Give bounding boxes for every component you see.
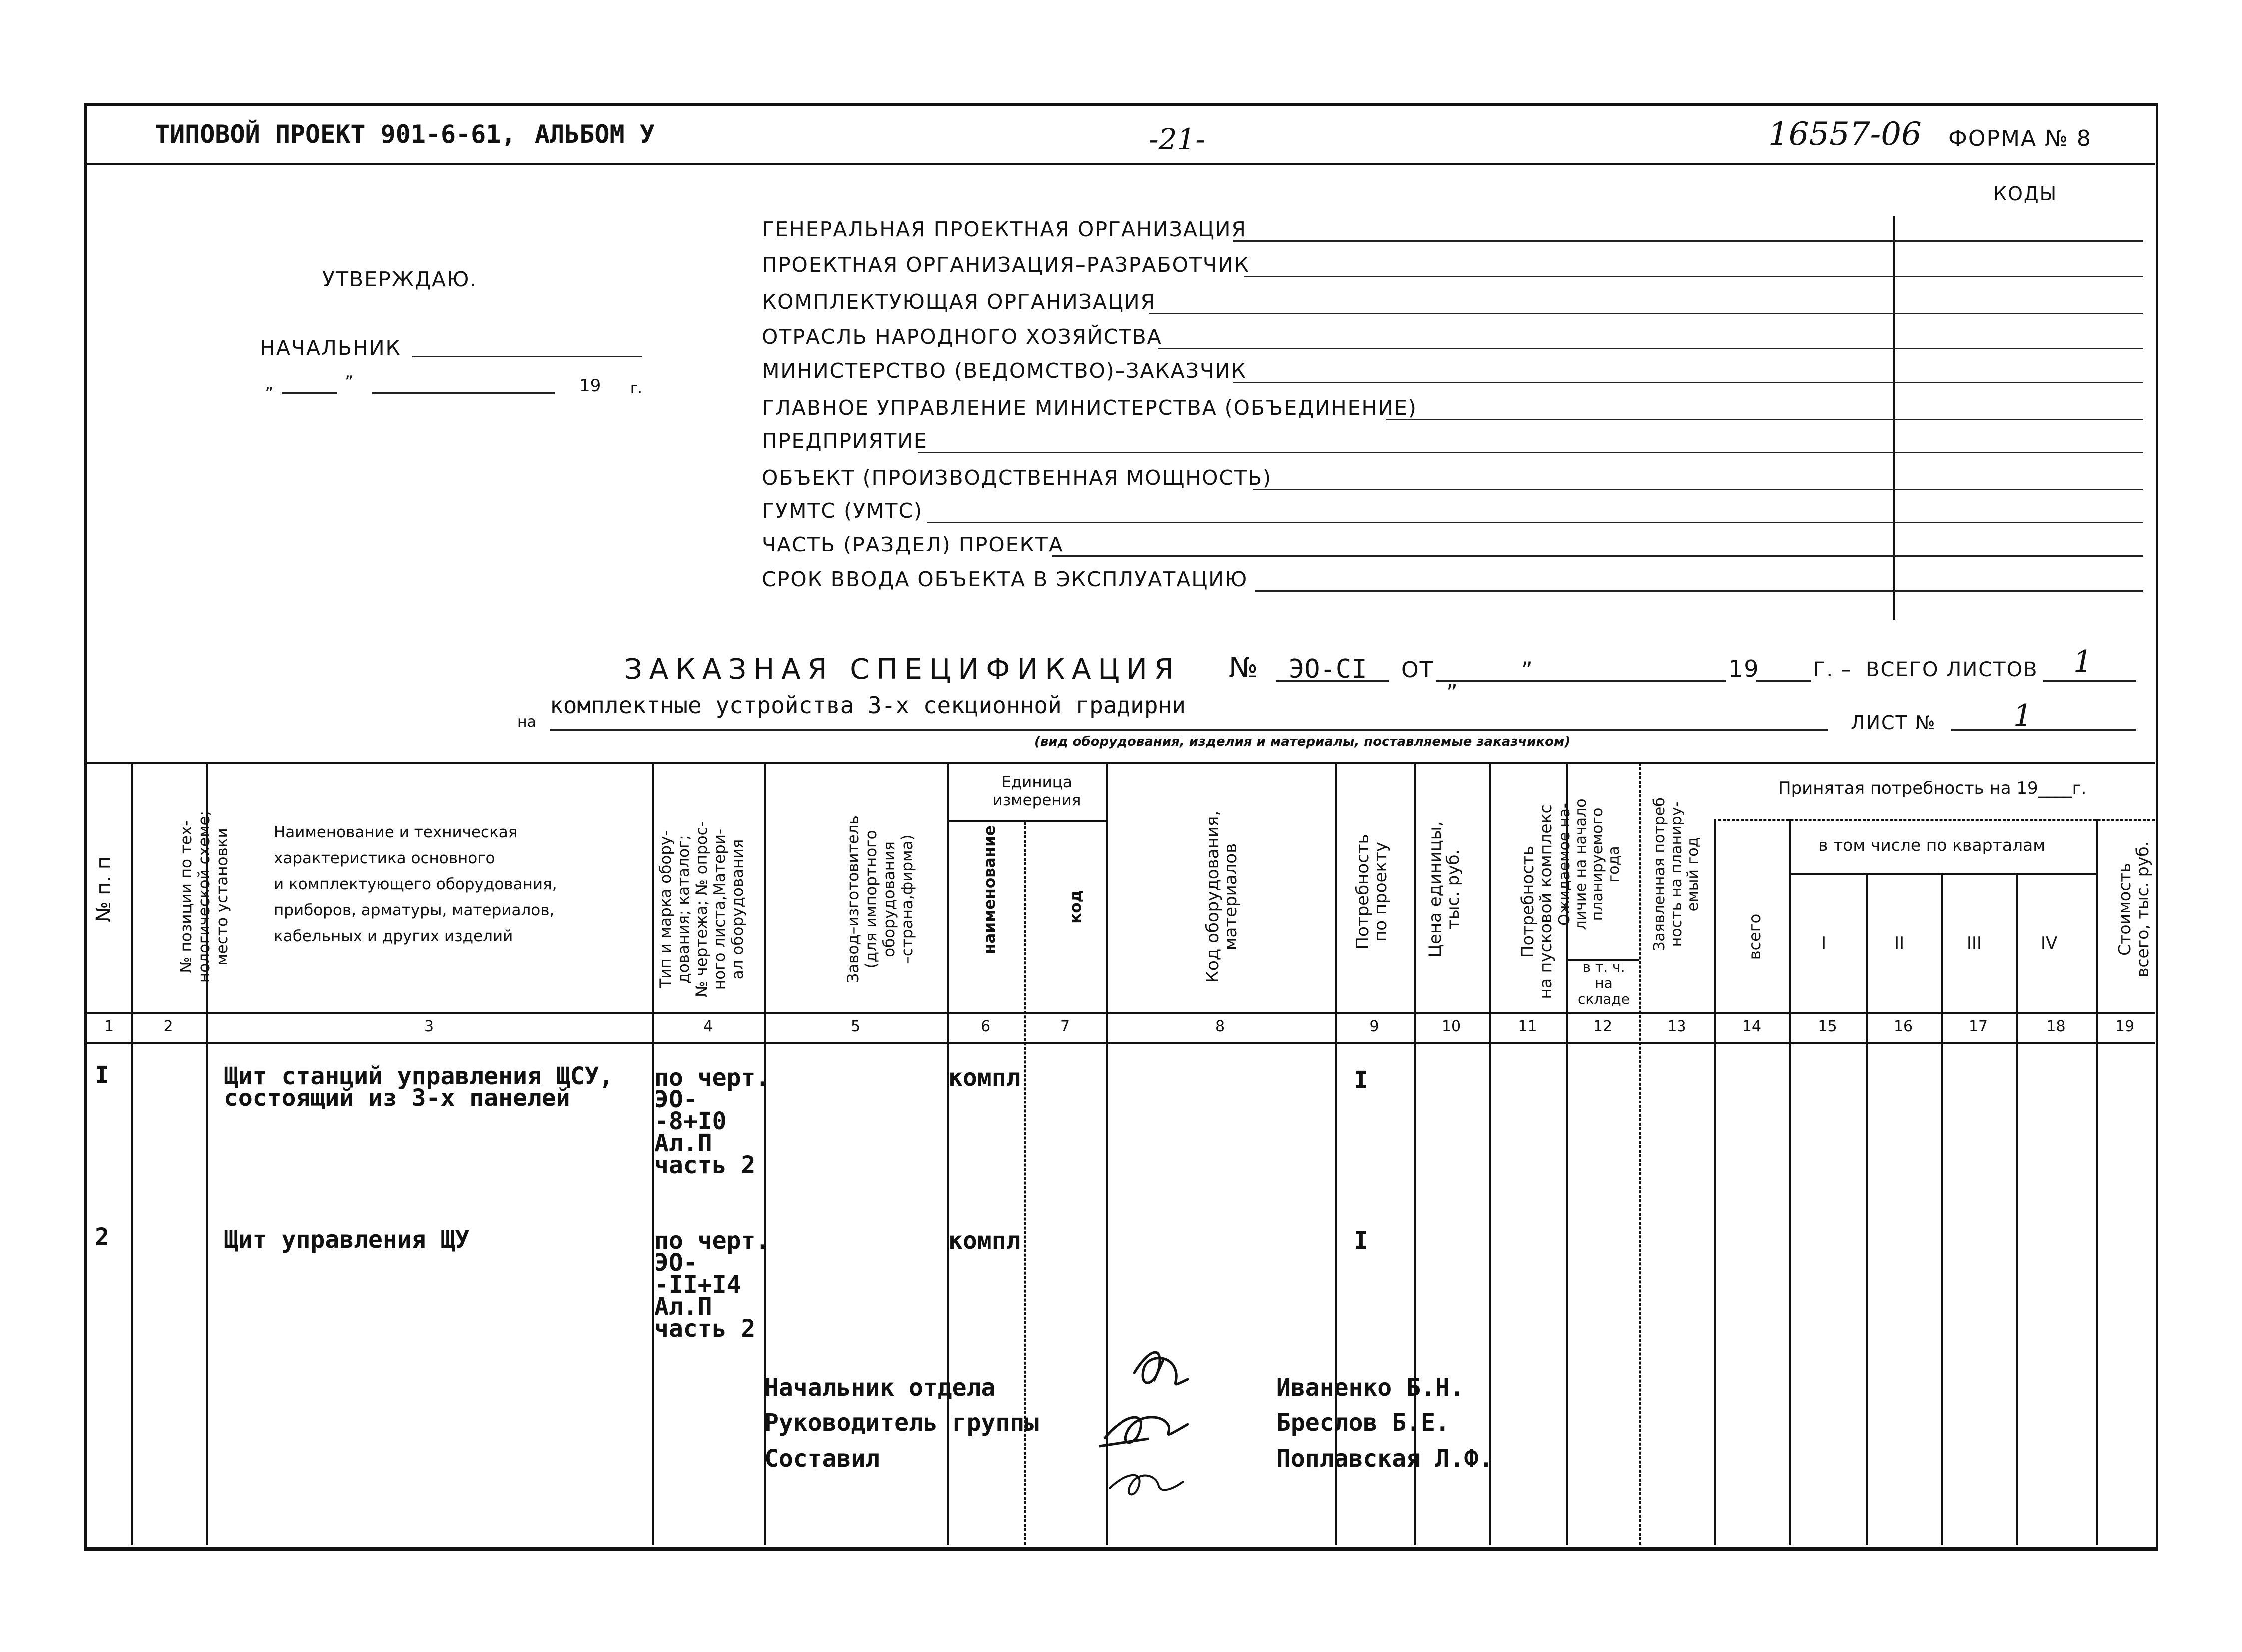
column-number: 7 — [1060, 1018, 1070, 1035]
sheet-no-line — [1951, 729, 2136, 731]
spec-quote-open: „ — [1521, 644, 1533, 670]
col-14-header: всего — [1745, 913, 1764, 960]
sig-role-3: Составил — [764, 1445, 880, 1473]
q4-header: IV — [2041, 933, 2058, 953]
column-number: 8 — [1215, 1018, 1225, 1035]
row-1-unit[interactable]: компл — [948, 1064, 1021, 1092]
column-number: 10 — [1441, 1018, 1461, 1035]
table-header-bottom — [84, 1012, 2155, 1014]
column-number: 19 — [2115, 1018, 2135, 1035]
header-divider — [84, 163, 2155, 165]
spec-year-line — [1756, 680, 1811, 682]
spec-note: (вид оборудования, изделия и материалы, поставляемые заказчиком) — [1034, 734, 1571, 749]
album-label: АЛЬБОМ У — [535, 120, 655, 149]
col-11-header: Потребность на пусковой комплекс — [1518, 804, 1555, 999]
org-field-label: ОТРАСЛЬ НАРОДНОГО ХОЗЯЙСТВА — [762, 325, 1162, 349]
row-1-name[interactable]: Щит станций управления ЩСУ, состоящий из 3-х панелей — [224, 1062, 614, 1112]
org-field-input-line[interactable] — [1386, 419, 2143, 420]
column-number: 17 — [1968, 1018, 1988, 1035]
col-5-header: Завод–изготовитель (для импортного оборудования –страна,фирма) — [844, 815, 916, 983]
column-number: 5 — [850, 1018, 861, 1035]
q3-header: III — [1967, 933, 1982, 953]
col-8-header: Код оборудования, материалов — [1203, 810, 1241, 983]
column-number: 13 — [1667, 1018, 1686, 1035]
approval-day-line — [282, 392, 337, 394]
column-number: 6 — [980, 1018, 991, 1035]
column-number: 2 — [163, 1018, 173, 1035]
col-3-header: Наименование и техническая характеристика основного и комплектующего оборудования, приборов, арматуры, материалов, кабельных и других изделий — [274, 823, 557, 945]
col-2-header: № позиции по тех- нологической схеме; место установки — [177, 811, 231, 983]
row-2-type[interactable]: по черт. ЭО- -II+I4 Ал.П часть 2 — [654, 1227, 770, 1343]
col-12a-header: Ожидаемое на- личие на начало планируемого года — [1556, 798, 1623, 930]
org-field-label: ГЕНЕРАЛЬНАЯ ПРОЕКТНАЯ ОРГАНИЗАЦИЯ — [762, 217, 1247, 241]
approval-year-suffix: г. — [630, 380, 642, 396]
unit-header: Единица измерения — [992, 773, 1081, 809]
col-4-header: Тип и марка обору- дования; каталог; № чертежа; № опрос- ного листа,Матери- ал оборудования — [657, 821, 747, 997]
column-line — [131, 763, 133, 1545]
col-13-header: Заявленная потреб ность на планиру- емый год — [1651, 797, 1702, 951]
org-field-label: СРОК ВВОДА ОБЪЕКТА В ЭКСПЛУАТАЦИЮ — [762, 567, 1248, 591]
col-6-header: наименование — [981, 825, 999, 954]
sig-name-3: Поплавская Л.Ф. — [1276, 1445, 1493, 1473]
org-field-label: ЧАСТЬ (РАЗДЕЛ) ПРОЕКТА — [762, 533, 1064, 556]
org-field-input-line[interactable] — [1149, 313, 2143, 314]
chief-signature-line — [412, 356, 642, 357]
page-number: -21- — [1149, 122, 1205, 156]
spec-no-value[interactable]: ЭО-СI — [1289, 654, 1367, 684]
approve-label: УТВЕРЖДАЮ. — [322, 267, 478, 291]
column-line — [1639, 763, 1641, 1545]
spec-na-label: на — [517, 713, 536, 731]
sheet-no-value[interactable]: 1 — [2013, 698, 2033, 733]
row-1-no[interactable]: I — [95, 1061, 109, 1089]
org-field-label: ГУМТС (УМТС) — [762, 499, 923, 523]
spec-from-label: ОТ — [1401, 657, 1434, 683]
spec-no-label: № — [1229, 652, 1259, 684]
org-field-input-line[interactable] — [1253, 489, 2143, 490]
column-number: 1 — [104, 1018, 114, 1035]
col-12b-header: в т. ч. на складе — [1578, 959, 1630, 1007]
org-field-label: ОБЪЕКТ (ПРОИЗВОДСТВЕННАЯ МОЩНОСТЬ) — [762, 466, 1272, 490]
sig-role-2: Руководитель группы — [764, 1409, 1039, 1437]
codes-label: КОДЫ — [1993, 183, 2058, 205]
org-field-input-line[interactable] — [918, 452, 2143, 453]
org-field-label: КОМПЛЕКТУЮЩАЯ ОРГАНИЗАЦИЯ — [762, 290, 1156, 314]
table-top-border — [84, 762, 2155, 764]
row-1-qty[interactable]: I — [1354, 1066, 1368, 1094]
accepted-subheader-line — [1718, 819, 2155, 821]
org-field-input-line[interactable] — [1158, 348, 2143, 349]
org-field-label: ГЛАВНОЕ УПРАВЛЕНИЕ МИНИСТЕРСТВА (ОБЪЕДИНЕНИЕ) — [762, 396, 1417, 420]
org-field-input-line[interactable] — [927, 522, 2143, 523]
approval-quote-close: ” — [345, 372, 354, 392]
row-2-name[interactable]: Щит управления ЩУ — [224, 1226, 470, 1254]
column-line — [1789, 819, 1791, 1545]
row-1-type[interactable]: по черт. ЭО- -8+I0 Ал.П часть 2 — [654, 1064, 770, 1179]
row-2-unit[interactable]: компл — [948, 1227, 1021, 1255]
sheet-no-label: ЛИСТ № — [1851, 712, 1936, 734]
sheets-total-value[interactable]: 1 — [2073, 644, 2093, 679]
approval-quote-open: „ — [265, 374, 274, 394]
chief-label: НАЧАЛЬНИК — [260, 336, 401, 360]
approval-year: 19 — [579, 376, 601, 396]
approval-month-line — [372, 392, 555, 394]
column-line — [1489, 763, 1491, 1545]
sig-name-2: Бреслов Б.Е. — [1276, 1409, 1450, 1437]
row-2-qty[interactable]: I — [1354, 1227, 1368, 1255]
org-field-input-line[interactable] — [1052, 555, 2143, 557]
spec-quote-close: ” — [1446, 680, 1458, 706]
col-10-header: Цена единицы, тыс. руб. — [1425, 821, 1463, 958]
org-field-input-line[interactable] — [1233, 240, 2143, 242]
column-number-row-bottom — [84, 1042, 2155, 1044]
spec-subject-line — [550, 729, 1828, 731]
org-field-label: ПРЕДПРИЯТИЕ — [762, 429, 928, 453]
column-number: 12 — [1593, 1018, 1613, 1035]
org-field-label: МИНИСТЕРСТВО (ВЕДОМСТВО)–ЗАКАЗЧИК — [762, 359, 1247, 383]
column-number: 9 — [1369, 1018, 1379, 1035]
row-2-no[interactable]: 2 — [95, 1223, 109, 1251]
org-field-label: ПРОЕКТНАЯ ОРГАНИЗАЦИЯ–РАЗРАБОТЧИК — [762, 253, 1250, 277]
column-line — [1941, 874, 1943, 1545]
column-number: 4 — [703, 1018, 713, 1035]
col-9-header: Потребность по проекту — [1353, 834, 1391, 950]
column-number: 14 — [1742, 1018, 1762, 1035]
col-1-header: № п. п — [92, 856, 115, 923]
quarters-header: в том числе по кварталам — [1818, 835, 2046, 855]
accepted-header: Принятая потребность на 19____г. — [1778, 778, 2087, 798]
spec-no-line — [1276, 680, 1389, 682]
column-line — [1866, 874, 1868, 1545]
project-label: ТИПОВОЙ ПРОЕКТ 901-6-61, — [155, 120, 516, 149]
column-line — [2096, 819, 2098, 1545]
doc-number: 16557-06 — [1768, 116, 1922, 153]
spec-date-line — [1436, 680, 1726, 682]
sig-role-1: Начальник отдела — [764, 1374, 996, 1402]
column-number: 11 — [1518, 1018, 1537, 1035]
unit-subheader-line — [947, 820, 1106, 822]
spec-title: ЗАКАЗНАЯ СПЕЦИФИКАЦИЯ — [624, 653, 1181, 686]
org-field-input-line[interactable] — [1233, 382, 2143, 383]
column-line — [2016, 874, 2018, 1545]
sheets-total-label: ВСЕГО ЛИСТОВ — [1866, 658, 2038, 681]
org-field-input-line[interactable] — [1255, 590, 2143, 592]
column-number: 16 — [1893, 1018, 1913, 1035]
quarters-subheader-line — [1789, 873, 2096, 875]
column-number: 15 — [1818, 1018, 1837, 1035]
q2-header: II — [1894, 933, 1905, 953]
form-label: ФОРМА № 8 — [1948, 126, 2092, 151]
q1-header: I — [1821, 933, 1827, 953]
column-number: 3 — [424, 1018, 434, 1035]
sig-name-1: Иваненко Б.Н. — [1276, 1374, 1464, 1402]
column-number: 18 — [2046, 1018, 2066, 1035]
spec-year: 19 — [1728, 655, 1760, 682]
spec-year-suffix: Г. – — [1813, 658, 1852, 681]
spec-subject[interactable]: комплектные устройства 3-х секционной градирни — [550, 692, 1186, 719]
handwritten-signatures — [1089, 1339, 1249, 1504]
org-field-input-line[interactable] — [1244, 276, 2143, 277]
col-19-header: Стоимость всего, тыс. руб. — [2115, 841, 2152, 978]
sheets-total-line — [2043, 680, 2136, 682]
col-7-header: код — [1067, 890, 1085, 924]
column-line — [1714, 819, 1716, 1545]
